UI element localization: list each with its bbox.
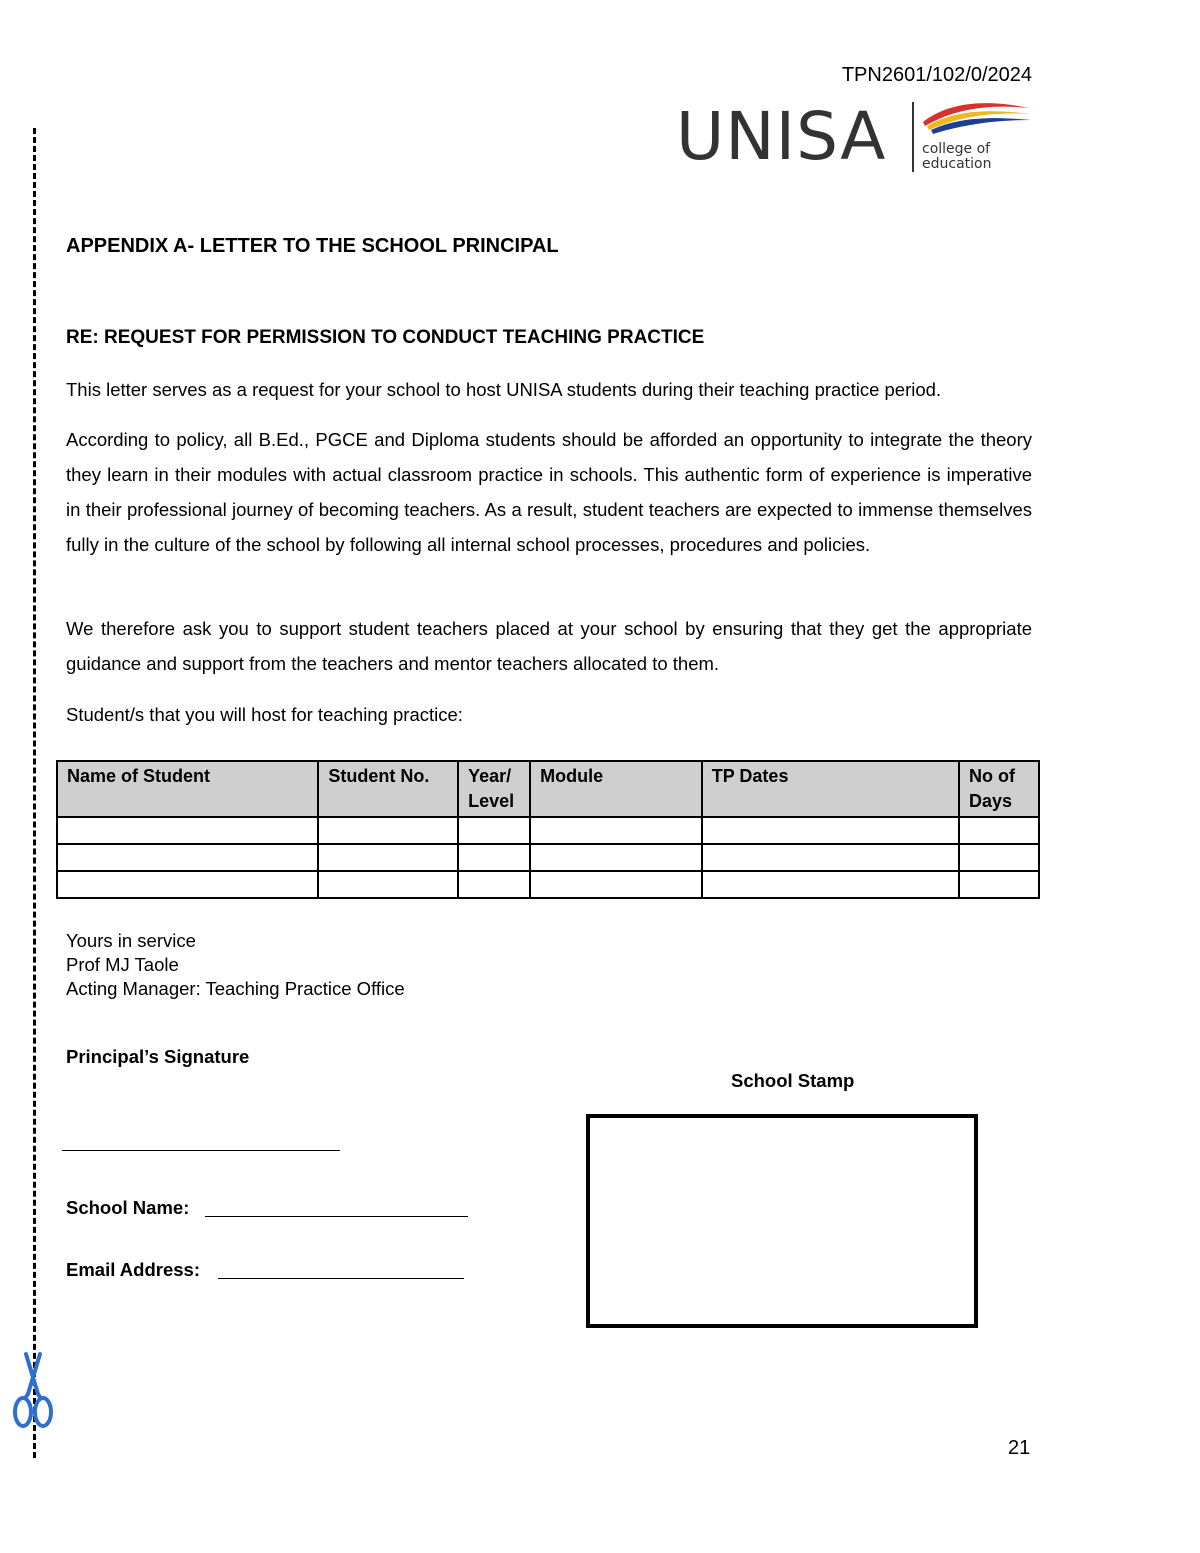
- page-title: APPENDIX A- LETTER TO THE SCHOOL PRINCIPAL: [66, 235, 559, 257]
- table-row: [57, 871, 1039, 898]
- table-cell[interactable]: [702, 871, 959, 898]
- school-name-label: School Name:: [66, 1197, 190, 1218]
- table-cell[interactable]: [530, 871, 702, 898]
- school-name-field[interactable]: [205, 1216, 468, 1217]
- table-cell[interactable]: [702, 817, 959, 844]
- closing-salutation: Yours in service: [66, 930, 196, 951]
- document-reference: TPN2601/102/0/2024: [841, 64, 1032, 86]
- logo-wordmark: UNISA: [676, 98, 887, 175]
- table-cell[interactable]: [318, 844, 458, 871]
- school-stamp-box[interactable]: [586, 1114, 978, 1328]
- logo-subtitle: college of education: [922, 141, 992, 172]
- logo-divider: [912, 102, 914, 172]
- table-cell[interactable]: [959, 871, 1039, 898]
- paragraph-intro: This letter serves as a request for your school to host UNISA students during their teaching practice period.: [66, 379, 942, 400]
- signature-line[interactable]: [62, 1150, 340, 1151]
- email-address-label: Email Address:: [66, 1259, 200, 1280]
- signatory-name: Prof MJ Taole: [66, 954, 179, 975]
- cut-line: [33, 128, 36, 1458]
- unisa-logo: [676, 98, 1036, 178]
- col-tp-dates: TP Dates: [702, 761, 959, 817]
- table-cell[interactable]: [57, 871, 318, 898]
- paragraph-policy: According to policy, all B.Ed., PGCE and Diploma students should be afforded an opportunity to integrate the theory they learn in their modules with actual classroom practice in schools. This authentic form of experience is imperative in their professional journey of becoming teachers. As a result, student teachers are expected to immense themselves fully in the culture of the school by following all internal school processes, procedures and policies.: [66, 429, 1032, 555]
- subject-line: RE: REQUEST FOR PERMISSION TO CONDUCT TEACHING PRACTICE: [66, 327, 705, 348]
- col-year-level: Year/ Level: [458, 761, 530, 817]
- table-cell[interactable]: [458, 871, 530, 898]
- signatory-title: Acting Manager: Teaching Practice Office: [66, 978, 405, 999]
- email-address-field[interactable]: [218, 1278, 464, 1279]
- table-cell[interactable]: [458, 844, 530, 871]
- table-cell[interactable]: [458, 817, 530, 844]
- page-number: 21: [1008, 1437, 1031, 1459]
- table-row: [57, 844, 1039, 871]
- col-name-of-student: Name of Student: [57, 761, 318, 817]
- closing-block: [66, 929, 405, 1001]
- table-cell[interactable]: [959, 817, 1039, 844]
- table-cell[interactable]: [530, 817, 702, 844]
- table-cell[interactable]: [318, 817, 458, 844]
- table-header-row: [57, 761, 1039, 817]
- table-row: [57, 817, 1039, 844]
- col-student-no: Student No.: [318, 761, 458, 817]
- table-cell[interactable]: [702, 844, 959, 871]
- table-cell[interactable]: [318, 871, 458, 898]
- col-module: Module: [530, 761, 702, 817]
- logo-swoosh-icon: [921, 98, 1033, 138]
- table-cell[interactable]: [530, 844, 702, 871]
- principal-signature-label: Principal’s Signature: [66, 1046, 250, 1067]
- school-stamp-label: School Stamp: [731, 1070, 855, 1091]
- table-cell[interactable]: [57, 817, 318, 844]
- paragraph-students-intro: Student/s that you will host for teaching practice:: [66, 704, 463, 725]
- col-no-of-days: No of Days: [959, 761, 1039, 817]
- table-cell[interactable]: [57, 844, 318, 871]
- students-table: [56, 760, 1040, 899]
- scissors-icon: [12, 1350, 54, 1434]
- table-cell[interactable]: [959, 844, 1039, 871]
- paragraph-request: We therefore ask you to support student teachers placed at your school by ensuring that they get the appropriate guidance and support from the teachers and mentor teachers allocated to them.: [66, 618, 1032, 674]
